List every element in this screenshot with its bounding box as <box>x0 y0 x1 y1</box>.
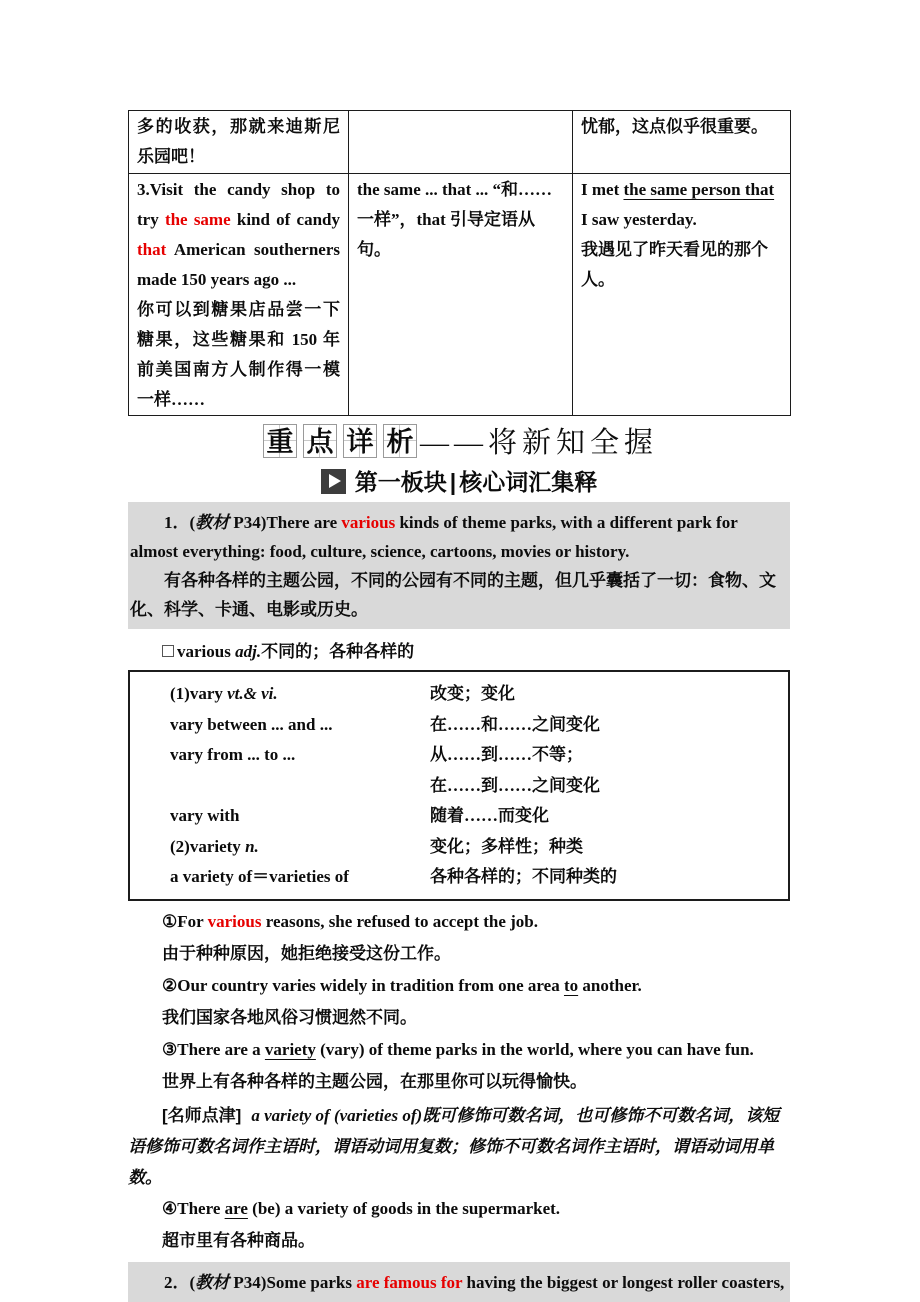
cell-explanation <box>349 111 573 174</box>
cell-example: I met the same person that I saw yesterday. 我遇见了昨天看见的那个人。 <box>573 174 791 416</box>
section-header <box>128 420 790 461</box>
cell-explanation: the same ... that ... “和……一样”，that 引导定语从句。 <box>349 174 573 416</box>
teacher-note <box>128 1100 790 1193</box>
teacher-note-body: a variety of (varieties of)既可修饰可数名词，也可修饰不可数名词，该短语修饰可数名词作主语时，谓语动词用复数；修饰不可数名词作主语时，谓语动词用单数。 <box>128 1105 780 1187</box>
plate-banner <box>128 464 790 497</box>
square-bullet-icon <box>162 645 174 657</box>
word-entry-text: various adj.不同的；各种各样的 <box>177 642 415 661</box>
example-sentence: ④There are (be) a variety of goods in the supermarket. <box>162 1198 561 1218</box>
vocab-en: vary from ... to ... <box>170 745 296 764</box>
example-sentence: ②Our country varies widely in tradition from one area to another. <box>162 975 642 995</box>
vocab-cn: 在……到……之间变化 <box>430 775 600 795</box>
vocab-cn: 改变；变化 <box>430 684 515 703</box>
vocab-row <box>130 740 788 771</box>
cell-example: 忧郁，这点似乎很重要。 <box>573 111 791 174</box>
word-entry <box>128 641 790 663</box>
source-sentence-en: 2．(教材 P34)Some parks are famous for having the biggest or longest roller coasters, <box>164 1272 785 1292</box>
vocab-box <box>128 670 790 901</box>
vocab-cn: 随着……而变化 <box>430 806 549 825</box>
table-row <box>129 174 791 416</box>
vocab-row <box>130 679 788 710</box>
boxed-char: 详 <box>343 424 377 458</box>
boxed-char: 点 <box>303 424 337 458</box>
source-sentence-cn: 有各种各样的主题公园，不同的公园有不同的主题，但几乎囊括了一切：食物、文化、科学、卡通、电影或历史。 <box>130 571 776 619</box>
page-content <box>128 110 790 1302</box>
example-translation: 超市里有各种商品。 <box>162 1230 315 1250</box>
vocab-row <box>130 832 788 863</box>
source-sentence-block-1 <box>128 502 790 629</box>
vocab-row <box>130 710 788 741</box>
vocab-row <box>130 801 788 832</box>
boxed-char: 析 <box>383 424 417 458</box>
plate-divider: | <box>449 469 457 495</box>
vocab-row <box>130 771 788 802</box>
grammar-table <box>128 110 791 416</box>
vocab-en: a variety of＝varieties of <box>170 867 349 886</box>
source-sentence-en: 1．(教材 P34)There are various kinds of theme parks, with a different park for almost everything: food, culture, science, cartoons, movies or history. <box>130 513 738 561</box>
vocab-en: (2)variety n. <box>170 836 259 856</box>
cell-sentence: 多的收获，那就来迪斯尼乐园吧！ <box>129 111 349 174</box>
vocab-en: vary with <box>170 806 240 825</box>
vocab-en: vary between ... and ... <box>170 714 333 734</box>
teacher-note-label: [名师点津] <box>162 1105 242 1125</box>
example-translation: 世界上有各种各样的主题公园，在那里你可以玩得愉快。 <box>162 1071 587 1091</box>
vocab-row <box>130 862 788 893</box>
vocab-en <box>170 771 430 802</box>
example-translation: 我们国家各地风俗习惯迥然不同。 <box>162 1007 417 1027</box>
table-row <box>129 111 791 174</box>
source-sentence-block-2 <box>128 1262 790 1302</box>
play-triangle-icon <box>321 469 346 494</box>
example-translation: 由于种种原因，她拒绝接受这份工作。 <box>162 943 451 963</box>
plate-title-right: 核心词汇集释 <box>459 469 598 495</box>
section-header-text: ——将新知全握 <box>419 427 658 459</box>
plate-title-left: 第一板块 <box>354 469 447 495</box>
vocab-cn: 变化；多样性；种类 <box>430 836 583 856</box>
example-sentence: ①For various reasons, she refused to accept the job. <box>162 911 539 931</box>
vocab-en: (1)vary vt.& vi. <box>170 684 278 703</box>
vocab-cn: 从……到……不等； <box>430 745 583 764</box>
vocab-cn: 各种各样的；不同种类的 <box>430 867 617 886</box>
cell-sentence: 3.Visit the candy shop to try the same kind of candy that American southerners made 150 years ago ... 你可以到糖果店品尝一下糖果，这些糖果和 150 年前美国南方人制作得一模一样…… <box>129 174 349 416</box>
vocab-cn: 在……和……之间变化 <box>430 714 600 734</box>
boxed-char: 重 <box>263 424 297 458</box>
example-sentence: ③There are a variety (vary) of theme parks in the world, where you can have fun. <box>162 1039 754 1059</box>
example-list <box>128 906 790 1098</box>
